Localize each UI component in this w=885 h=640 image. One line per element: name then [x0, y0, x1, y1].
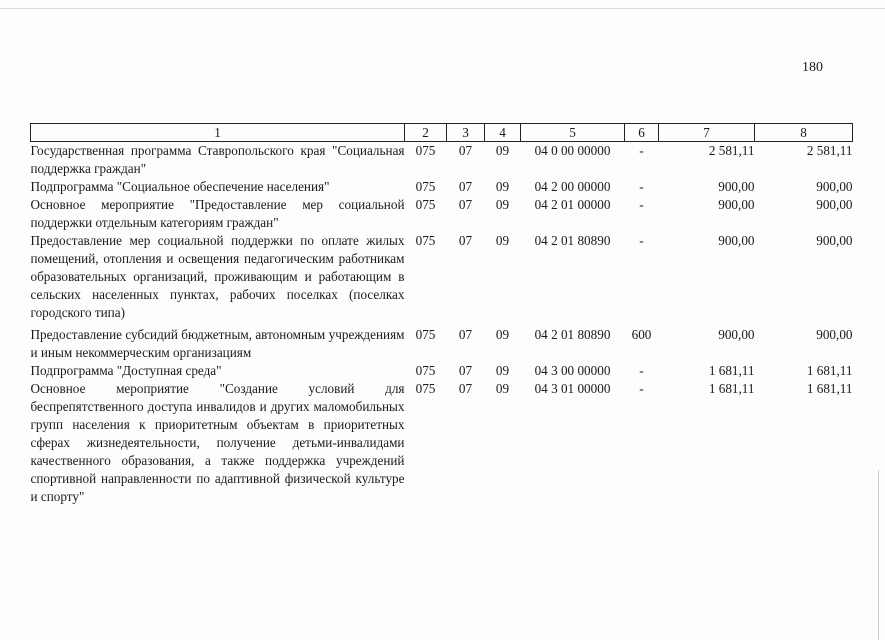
row-col-7: 900,00	[718, 179, 755, 194]
header-col-7: 7	[659, 124, 755, 142]
row-col-2: 075	[415, 233, 436, 248]
row-col-2: 075	[415, 327, 436, 342]
table-row	[31, 196, 853, 232]
row-col-8: 2 581,11	[806, 143, 853, 158]
row-col-8: 1 681,11	[806, 363, 853, 378]
row-col-6: 600	[631, 327, 652, 342]
row-col-3: 07	[458, 197, 473, 212]
row-col-8: 900,00	[816, 327, 853, 342]
row-col-2: 075	[415, 179, 436, 194]
row-col-5: 04 2 01 00000	[534, 197, 611, 212]
row-col-5: 04 3 00 00000	[534, 363, 611, 378]
row-col-8: 900,00	[816, 233, 853, 248]
row-col-6: -	[639, 197, 644, 212]
scan-edge-top	[0, 8, 885, 9]
row-col-4: 09	[495, 233, 510, 248]
row-col-4: 09	[495, 381, 510, 396]
row-name: Предоставление субсидий бюджетным, автономным учреждениям и иным некоммерческим организациям	[30, 327, 405, 360]
row-col-7: 900,00	[718, 327, 755, 342]
header-col-4: 4	[485, 124, 521, 142]
row-col-7: 2 581,11	[708, 143, 755, 158]
row-col-3: 07	[458, 143, 473, 158]
row-col-3: 07	[458, 179, 473, 194]
row-col-3: 07	[458, 327, 473, 342]
row-col-7: 900,00	[718, 197, 755, 212]
table-row	[31, 142, 853, 179]
scan-edge-right	[878, 470, 879, 640]
header-col-8: 8	[755, 124, 853, 142]
row-col-4: 09	[495, 143, 510, 158]
row-col-3: 07	[458, 233, 473, 248]
row-col-4: 09	[495, 179, 510, 194]
row-col-6: -	[639, 233, 644, 248]
row-col-6: -	[639, 363, 644, 378]
row-name: Государственная программа Ставропольского края "Социальная поддержка граждан"	[30, 143, 405, 176]
row-col-7: 1 681,11	[708, 381, 755, 396]
row-col-6: -	[639, 179, 644, 194]
header-col-6: 6	[625, 124, 659, 142]
row-col-5: 04 2 01 80890	[534, 233, 611, 248]
header-col-3: 3	[447, 124, 485, 142]
header-col-1: 1	[31, 124, 405, 142]
row-col-2: 075	[415, 381, 436, 396]
row-col-8: 900,00	[816, 197, 853, 212]
row-col-5: 04 3 01 00000	[534, 381, 611, 396]
row-col-5: 04 2 00 00000	[534, 179, 611, 194]
header-row	[31, 124, 853, 142]
row-col-4: 09	[495, 197, 510, 212]
header-col-5: 5	[521, 124, 625, 142]
header-col-2: 2	[405, 124, 447, 142]
table-row	[31, 178, 853, 196]
row-col-6: -	[639, 143, 644, 158]
table-row	[31, 326, 853, 362]
row-name: Предоставление мер социальной поддержки по оплате жилых помещений, отопления и освещения педагогическим работникам образовательных организаций, проживающим и работающим в сельских населенных пунктах, рабочих поселках (поселках городского типа)	[30, 233, 405, 320]
row-name: Подпрограмма "Социальное обеспечение населения"	[30, 179, 330, 194]
row-name: Основное мероприятие "Предоставление мер социальной поддержки отдельным категориям граждан"	[30, 197, 405, 230]
table-row	[31, 380, 853, 506]
row-col-6: -	[639, 381, 644, 396]
row-col-2: 075	[415, 197, 436, 212]
row-col-7: 900,00	[718, 233, 755, 248]
row-col-8: 1 681,11	[806, 381, 853, 396]
row-col-5: 04 2 01 80890	[534, 327, 611, 342]
row-name: Основное мероприятие "Создание условий для беспрепятственного доступа инвалидов и других маломобильных групп населения к приоритетным объектам в приоритетных сферах жизнедеятельности, получение детьми-инвалидами качественного образования, а также поддержка учреждений спортивной направленности по адаптивной физической культуре и спорту"	[30, 381, 405, 504]
page-number: 180	[802, 60, 823, 75]
table-row	[31, 232, 853, 326]
row-col-3: 07	[458, 381, 473, 396]
row-col-4: 09	[495, 327, 510, 342]
budget-table	[30, 123, 853, 506]
row-name: Подпрограмма "Доступная среда"	[30, 363, 222, 378]
row-col-2: 075	[415, 143, 436, 158]
row-col-4: 09	[495, 363, 510, 378]
row-col-3: 07	[458, 363, 473, 378]
row-col-8: 900,00	[816, 179, 853, 194]
row-col-2: 075	[415, 363, 436, 378]
table-row	[31, 362, 853, 380]
row-col-5: 04 0 00 00000	[534, 143, 611, 158]
row-col-7: 1 681,11	[708, 363, 755, 378]
